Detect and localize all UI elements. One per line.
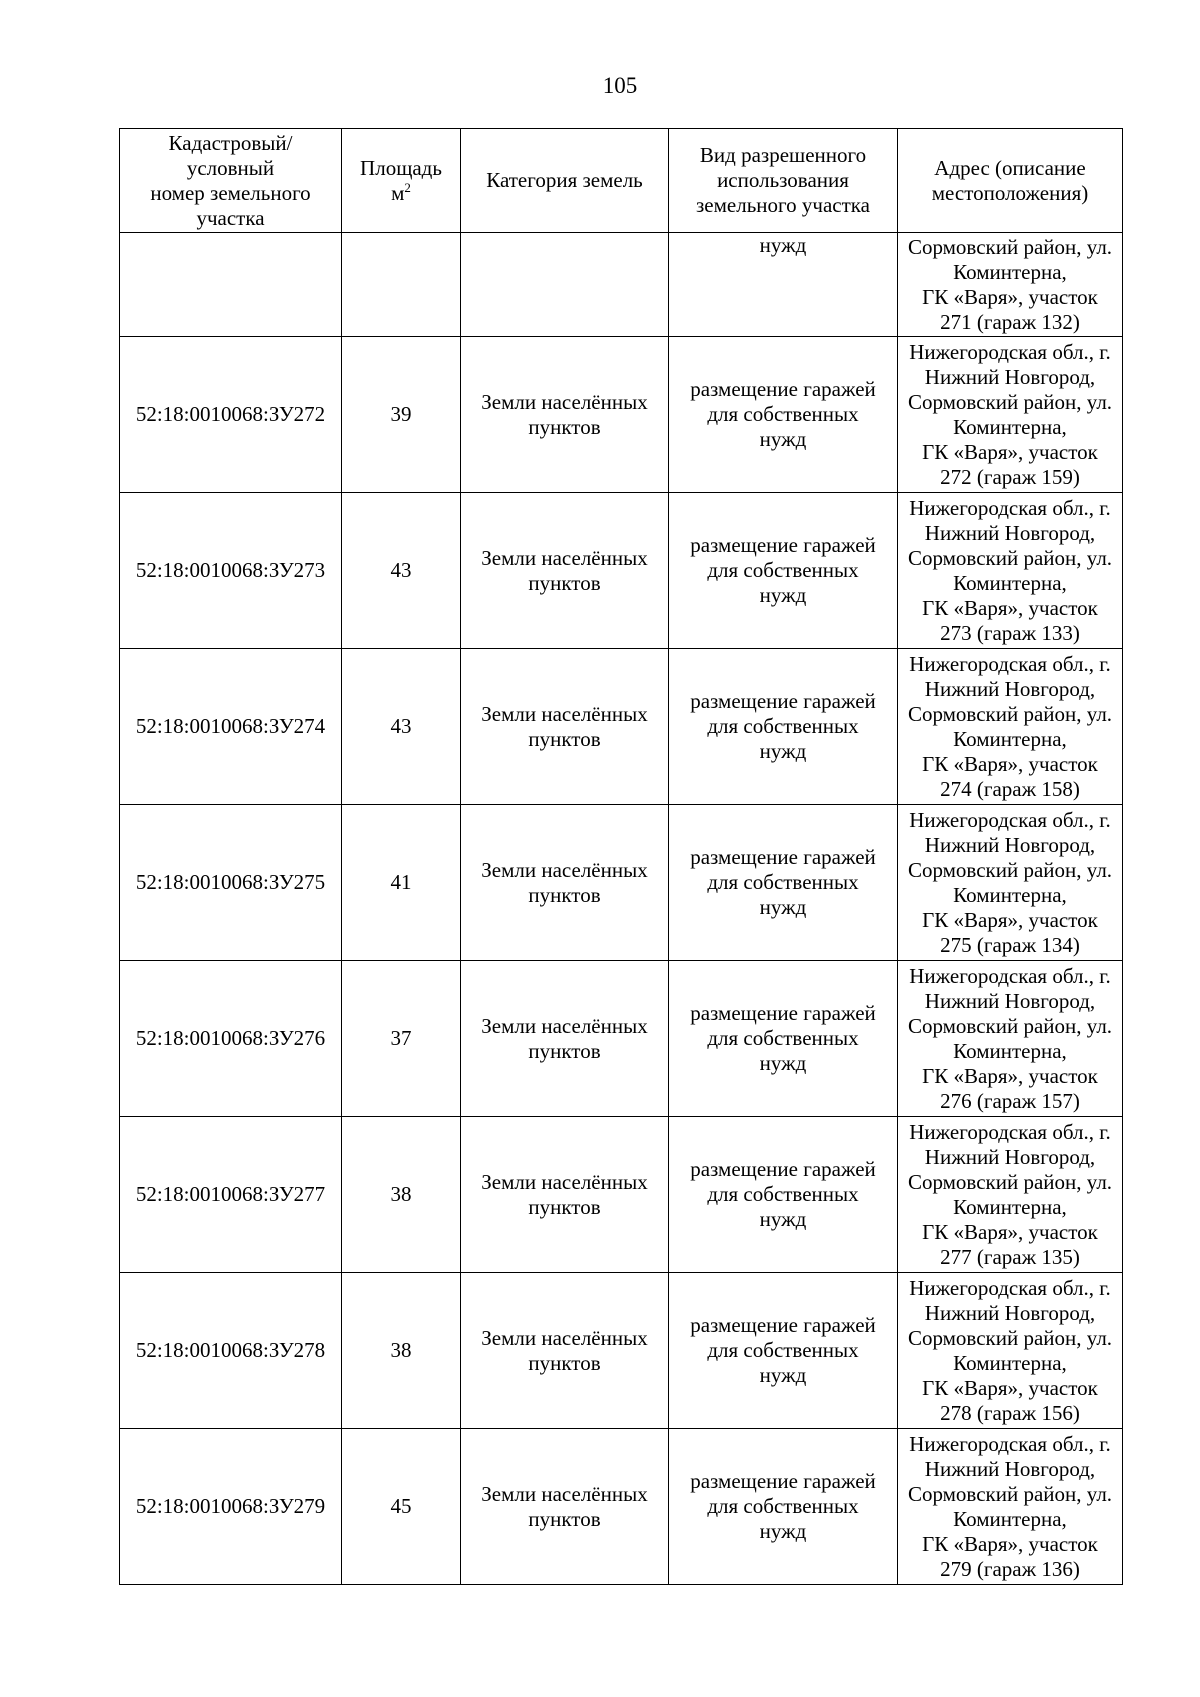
header-address: Адрес (описание местоположения) (898, 129, 1123, 233)
table-header (120, 129, 1123, 233)
cell-address: Нижегородская обл., г. Нижний Новгород, Сормовский район, ул. Коминтерна, ГК «Варя», участок 272 (гараж 159) (898, 337, 1123, 493)
cell-category: Земли населённых пунктов (461, 649, 669, 805)
cell-area: 38 (342, 1117, 461, 1273)
cell-usage: размещение гаражей для собственных нужд (669, 1117, 898, 1273)
cell-area: 38 (342, 1273, 461, 1429)
table-row (120, 337, 1123, 493)
cell-cadastral: 52:18:0010068:ЗУ275 (120, 805, 342, 961)
cell-category: Земли населённых пунктов (461, 805, 669, 961)
cell-cadastral: 52:18:0010068:ЗУ273 (120, 493, 342, 649)
land-plots-table (119, 128, 1123, 1585)
cell-usage: размещение гаражей для собственных нужд (669, 649, 898, 805)
cell-category: Земли населённых пунктов (461, 493, 669, 649)
cell-category: Земли населённых пунктов (461, 337, 669, 493)
cell-cadastral: 52:18:0010068:ЗУ278 (120, 1273, 342, 1429)
cell-usage: размещение гаражей для собственных нужд (669, 1429, 898, 1585)
cell-category: Земли населённых пунктов (461, 1273, 669, 1429)
page-number: 105 (602, 73, 638, 98)
cell-address: Нижегородская обл., г. Нижний Новгород, Сормовский район, ул. Коминтерна, ГК «Варя», участок 275 (гараж 134) (898, 805, 1123, 961)
cell-address: Нижегородская обл., г. Нижний Новгород, Сормовский район, ул. Коминтерна, ГК «Варя», участок 279 (гараж 136) (898, 1429, 1123, 1585)
cell-usage: размещение гаражей для собственных нужд (669, 805, 898, 961)
cell-usage: размещение гаражей для собственных нужд (669, 961, 898, 1117)
cell-cadastral: 52:18:0010068:ЗУ279 (120, 1429, 342, 1585)
table-row (120, 805, 1123, 961)
cell-area: 41 (342, 805, 461, 961)
cell-category (461, 233, 669, 337)
cell-area: 43 (342, 649, 461, 805)
cell-usage: размещение гаражей для собственных нужд (669, 493, 898, 649)
header-category: Категория земель (461, 129, 669, 233)
cell-area (342, 233, 461, 337)
cell-cadastral (120, 233, 342, 337)
cell-usage: нужд (669, 233, 898, 337)
cell-cadastral: 52:18:0010068:ЗУ272 (120, 337, 342, 493)
cell-address: Нижегородская обл., г. Нижний Новгород, Сормовский район, ул. Коминтерна, ГК «Варя», участок 273 (гараж 133) (898, 493, 1123, 649)
cell-area: 39 (342, 337, 461, 493)
table-row (120, 1273, 1123, 1429)
cell-address: Сормовский район, ул. Коминтерна, ГК «Варя», участок 271 (гараж 132) (898, 233, 1123, 337)
cell-address: Нижегородская обл., г. Нижний Новгород, Сормовский район, ул. Коминтерна, ГК «Варя», участок 277 (гараж 135) (898, 1117, 1123, 1273)
cell-usage: размещение гаражей для собственных нужд (669, 1273, 898, 1429)
table-row (120, 493, 1123, 649)
cell-address: Нижегородская обл., г. Нижний Новгород, Сормовский район, ул. Коминтерна, ГК «Варя», участок 274 (гараж 158) (898, 649, 1123, 805)
table-row (120, 1429, 1123, 1585)
cell-usage: размещение гаражей для собственных нужд (669, 337, 898, 493)
cell-category: Земли населённых пунктов (461, 1117, 669, 1273)
cell-address: Нижегородская обл., г. Нижний Новгород, Сормовский район, ул. Коминтерна, ГК «Варя», участок 278 (гараж 156) (898, 1273, 1123, 1429)
cell-cadastral: 52:18:0010068:ЗУ276 (120, 961, 342, 1117)
table-row (120, 1117, 1123, 1273)
cell-area: 43 (342, 493, 461, 649)
header-usage: Вид разрешенного использования земельного участка (669, 129, 898, 233)
cell-cadastral: 52:18:0010068:ЗУ274 (120, 649, 342, 805)
table-row-continuation (120, 233, 1123, 337)
cell-cadastral: 52:18:0010068:ЗУ277 (120, 1117, 342, 1273)
table-row (120, 961, 1123, 1117)
cell-category: Земли населённых пунктов (461, 1429, 669, 1585)
header-area: Площадь $м^2$ (342, 129, 461, 233)
cell-address: Нижегородская обл., г. Нижний Новгород, Сормовский район, ул. Коминтерна, ГК «Варя», участок 276 (гараж 157) (898, 961, 1123, 1117)
cell-category: Земли населённых пунктов (461, 961, 669, 1117)
table-row (120, 649, 1123, 805)
cell-area: 45 (342, 1429, 461, 1585)
header-cadastral: Кадастровый/ условный номер земельного участка (120, 129, 342, 233)
cell-area: 37 (342, 961, 461, 1117)
